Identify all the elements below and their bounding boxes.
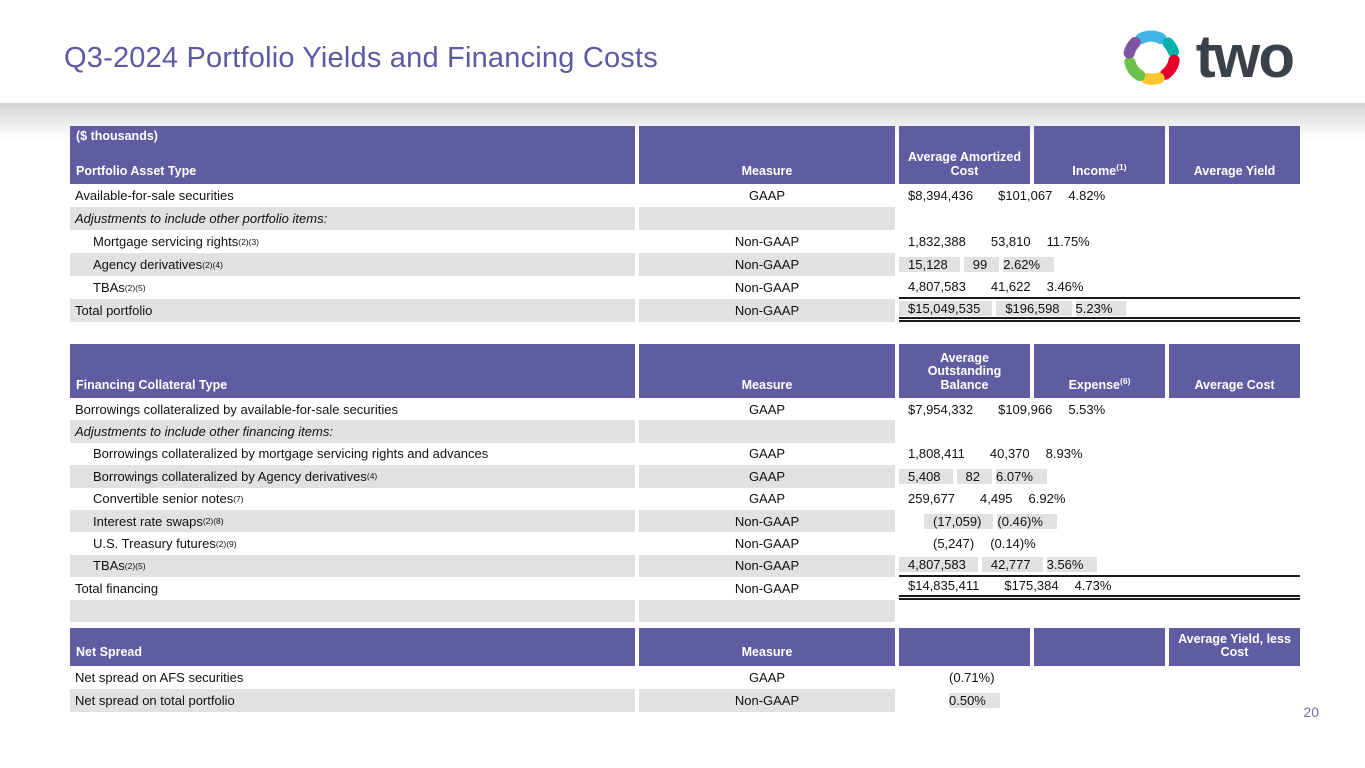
tables-area: [70, 126, 1300, 712]
cost-cell: 8.93%: [1045, 446, 1083, 462]
row-label: Net spread on total portfolio: [70, 689, 635, 712]
yield-cell: 4.82%: [1068, 188, 1106, 203]
yield-cell: 2.62%: [1003, 257, 1054, 272]
expense-cell: 42,777: [982, 557, 1043, 572]
row-label: Interest rate swaps (2)(8): [70, 510, 635, 532]
row-label: Available-for-sale securities: [75, 188, 234, 203]
amount-cell: 15,128: [899, 257, 960, 272]
row-label: Convertible senior notes (7): [93, 491, 244, 507]
row-label: Borrowings collateralized by Agency derivatives (4): [70, 465, 635, 487]
company-logo: [1118, 24, 1293, 90]
logo-wordmark: two: [1195, 23, 1293, 90]
table-row: [70, 276, 1300, 299]
column-header-expense: Expense$^{(6)}$: [1034, 344, 1165, 398]
column-header-average-yield-less-cost: Average Yield, less Cost: [1169, 628, 1300, 666]
table-row: [70, 184, 1300, 207]
measure-cell: GAAP: [748, 669, 786, 685]
table-header-row: [70, 344, 1300, 398]
expense-cell: (17,059): [924, 514, 993, 529]
spread-cell: (0.71%): [949, 669, 995, 685]
amount-cell: $ 7,954,332: [908, 401, 974, 417]
row-label: Total financing: [75, 580, 159, 596]
measure-cell: GAAP: [748, 188, 786, 203]
column-header-empty-1: [899, 628, 1030, 666]
row-label: Net spread on AFS securities: [75, 669, 244, 685]
column-header-measure: Measure: [639, 344, 895, 398]
table-row: [70, 443, 1300, 465]
page-number: 20: [1303, 704, 1319, 720]
measure-cell: [639, 207, 895, 230]
measure-cell: Non-GAAP: [639, 510, 895, 532]
measure-cell: Non-GAAP: [639, 689, 895, 712]
row-axis-label: Net Spread: [76, 645, 142, 660]
cost-cell: 3.56%: [1047, 557, 1098, 572]
expense-cell: 4,495: [980, 491, 1013, 507]
row-axis-label: Financing Collateral Type: [76, 377, 228, 392]
table-row: [70, 230, 1300, 253]
table-spacer: [70, 322, 1300, 344]
table-row: [70, 465, 1300, 487]
measure-cell: GAAP: [639, 465, 895, 487]
expense-cell: (5,247): [933, 536, 975, 552]
row-label: Total portfolio: [70, 299, 635, 322]
income-cell: $ 101,067: [998, 188, 1053, 203]
row-label: TBAs (2)(5): [70, 555, 635, 577]
table-row: [70, 420, 1300, 442]
cost-cell: 4.73%: [1074, 578, 1112, 594]
table-header-row: [70, 126, 1300, 184]
column-header-empty-2: [1034, 628, 1165, 666]
column-header-income: Income$^{(1)}$: [1034, 126, 1165, 184]
expense-cell: $ 175,384: [1004, 578, 1059, 594]
measure-cell: Non-GAAP: [734, 234, 800, 249]
amount-cell: 259,677: [908, 491, 955, 507]
table-header-row: [70, 628, 1300, 666]
row-label: Adjustments to include other portfolio items:: [70, 207, 635, 230]
yield-cell: 3.46%: [1046, 279, 1084, 294]
net-spread-table: [70, 628, 1300, 712]
cost-cell: 6.07%: [996, 469, 1047, 484]
measure-cell: [639, 600, 895, 622]
table-row: [70, 532, 1300, 554]
yield-cell: 11.75%: [1046, 234, 1090, 249]
table-row: [70, 488, 1300, 510]
measure-cell: Non-GAAP: [734, 280, 800, 295]
cost-cell: 6.92%: [1028, 491, 1066, 507]
table-row: [70, 666, 1300, 689]
amount-cell: 4,807,583: [899, 557, 978, 572]
amount-cell: $ 14,835,411: [908, 578, 980, 594]
units-label: ($ thousands): [76, 129, 158, 143]
cost-cell: (0.14)%: [990, 536, 1036, 552]
table-row: [70, 510, 1300, 532]
table-row: [70, 555, 1300, 577]
column-header-average-amortized-cost: Average Amortized Cost: [899, 126, 1030, 184]
table-total-row: [70, 299, 1300, 322]
measure-cell: GAAP: [748, 401, 786, 417]
expense-cell: $ 109,966: [998, 401, 1053, 417]
row-label: Borrowings collateralized by available-for-sale securities: [75, 401, 398, 417]
row-label: [70, 600, 635, 622]
column-header-average-outstanding-balance: Average Outstanding Balance: [899, 344, 1030, 398]
amount-cell: 5,408: [899, 469, 953, 484]
column-header-average-cost: Average Cost: [1169, 344, 1300, 398]
column-header-average-yield: Average Yield: [1169, 126, 1300, 184]
slide-title: Q3-2024 Portfolio Yields and Financing Costs: [64, 42, 658, 74]
measure-cell: Non-GAAP: [639, 555, 895, 577]
income-cell: 99: [964, 257, 999, 272]
amount-cell: 1,808,411: [908, 446, 965, 462]
expense-cell: 82: [957, 469, 992, 484]
amount-cell: 1,832,388: [908, 234, 966, 249]
row-label: Borrowings collateralized by mortgage servicing rights and advances: [93, 446, 489, 462]
logo-icon: [1118, 24, 1184, 90]
yield-cell: 5.23%: [1076, 301, 1127, 316]
column-header-net-spread: [70, 628, 635, 666]
amount-cell: $ 8,394,436: [908, 188, 974, 203]
measure-cell: [639, 420, 895, 442]
measure-cell: Non-GAAP: [734, 536, 800, 552]
amount-cell: 4,807,583: [908, 279, 966, 294]
amount-cell: $ 15,049,535: [899, 301, 992, 316]
measure-cell: GAAP: [748, 446, 786, 462]
measure-cell: Non-GAAP: [734, 580, 800, 596]
column-header-measure: Measure: [639, 126, 895, 184]
column-header-asset-type: [70, 126, 635, 184]
measure-cell: GAAP: [748, 491, 786, 507]
column-header-collateral-type: [70, 344, 635, 398]
table-row: [70, 689, 1300, 712]
table-total-row: [70, 577, 1300, 599]
column-header-measure: Measure: [639, 628, 895, 666]
measure-cell: Non-GAAP: [639, 253, 895, 276]
cost-cell: (0.46)%: [997, 514, 1057, 529]
financing-table: [70, 344, 1300, 622]
table-row: [70, 398, 1300, 420]
expense-cell: 40,370: [989, 446, 1030, 462]
portfolio-table: [70, 126, 1300, 322]
income-cell: 41,622: [990, 279, 1031, 294]
table-row: [70, 207, 1300, 230]
table-blank-row: [70, 600, 1300, 622]
income-cell: $ 196,598: [996, 301, 1071, 316]
row-label: Agency derivatives (2)(4): [70, 253, 635, 276]
measure-cell: Non-GAAP: [639, 299, 895, 322]
income-cell: 53,810: [990, 234, 1031, 249]
row-label: Mortgage servicing rights (2)(3): [93, 234, 260, 249]
row-label: U.S. Treasury futures (2)(9): [93, 536, 237, 552]
table-row: [70, 253, 1300, 276]
cost-cell: 5.53%: [1068, 401, 1106, 417]
spread-cell: 0.50%: [949, 693, 1000, 708]
row-label: Adjustments to include other financing items:: [70, 420, 635, 442]
row-label: TBAs (2)(5): [93, 280, 146, 295]
row-axis-label: Portfolio Asset Type: [76, 163, 197, 178]
